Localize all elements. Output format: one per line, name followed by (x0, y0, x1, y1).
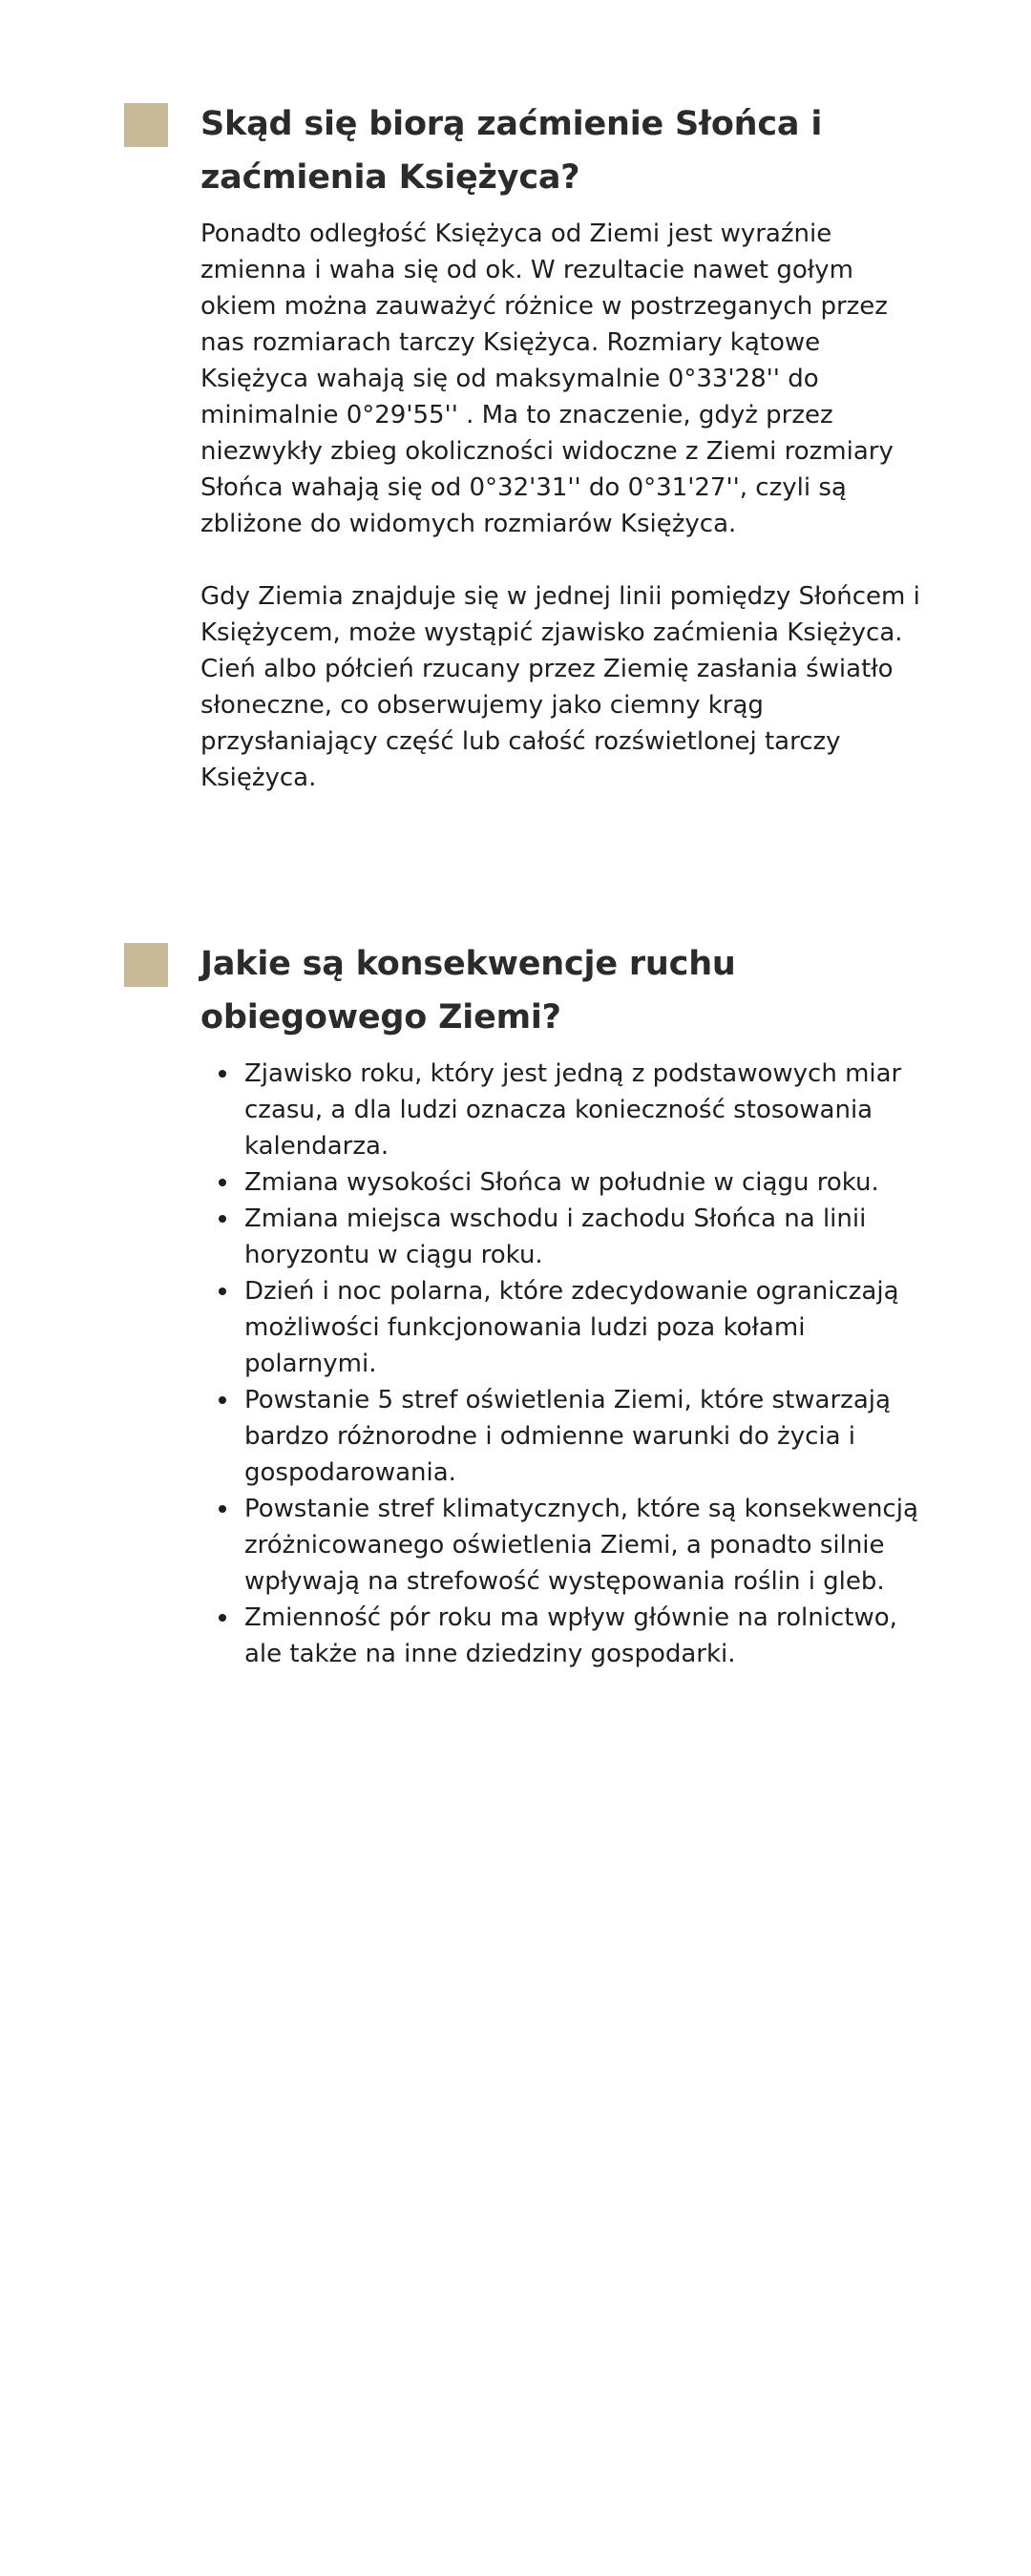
list-item-text: Powstanie 5 stref oświetlenia Ziemi, które stwarzają bardzo różnorodne i odmienne warunki do życia i gospodarowania. (244, 1386, 891, 1487)
bullet-icon (219, 1396, 226, 1404)
section-heading: Skąd się biorą zaćmienie Słońca i zaćmienia Księżyca? (200, 105, 823, 197)
bullet-icon (219, 1070, 226, 1078)
list-item-text: Zmiana wysokości Słońca w południe w ciągu roku. (244, 1168, 879, 1197)
list-item-text: Zmiana miejsca wschodu i zachodu Słońca na linii horyzontu w ciągu roku. (244, 1204, 867, 1269)
list-item (200, 1164, 926, 1201)
section-marker-square (124, 103, 168, 147)
paragraph: Ponadto odległość Księżyca od Ziemi jest wyraźnie zmienna i waha się od ok. W rezultacie nawet gołym okiem można zauważyć różnice w postrzeganych przez nas rozmiarach tarczy Księżyca. Rozmiary kątowe Księżyca wahają się od maksymalnie 0°33'28'' do minimalnie 0°29'55'' . Ma to znaczenie, gdyż przez niezwykły zbieg okoliczności widoczne z Ziemi rozmiary Słońca wahają się od 0°32'31'' do 0°31'27'', czyli są zbliżone do widomych rozmiarów Księżyca. (200, 220, 894, 538)
list-item-text: Dzień i noc polarna, które zdecydowanie ograniczają możliwości funkcjonowania ludzi poza kołami polarnymi. (244, 1277, 899, 1378)
section-marker-square (124, 943, 168, 987)
list-item (200, 1201, 926, 1273)
bullet-icon (219, 1179, 226, 1186)
list-item-text: Powstanie stref klimatycznych, które są konsekwencją zróżnicowanego oświetlenia Ziemi, a ponadto silnie wpływają na strefowość występowania roślin i gleb. (244, 1495, 918, 1596)
list-item-text: Zjawisko roku, który jest jedną z podstawowych miar czasu, a dla ludzi oznacza konieczność stosowania kalendarza. (244, 1059, 902, 1161)
list-item (200, 1600, 926, 1672)
list-item (200, 1056, 926, 1164)
list-item (200, 1382, 926, 1491)
paragraph: Gdy Ziemia znajduje się w jednej linii pomiędzy Słońcem i Księżycem, może wystąpić zjawisko zaćmienia Księżyca. Cień albo półcień rzucany przez Ziemię zasłania światło słoneczne, co obserwujemy jako ciemny krąg przysłaniający część lub całość rozświetlonej tarczy Księżyca. (200, 582, 920, 792)
list-item (200, 1273, 926, 1382)
bullet-icon (219, 1505, 226, 1513)
bullet-icon (219, 1614, 226, 1622)
section-heading: Jakie są konsekwencje ruchu obiegowego Ziemi? (200, 945, 736, 1037)
bullet-icon (219, 1215, 226, 1223)
list-item-text: Zmienność pór roku ma wpływ głównie na rolnictwo, ale także na inne dziedziny gospodarki. (244, 1603, 897, 1668)
consequences-list (200, 1056, 926, 1672)
list-item (200, 1491, 926, 1600)
bullet-icon (219, 1288, 226, 1295)
